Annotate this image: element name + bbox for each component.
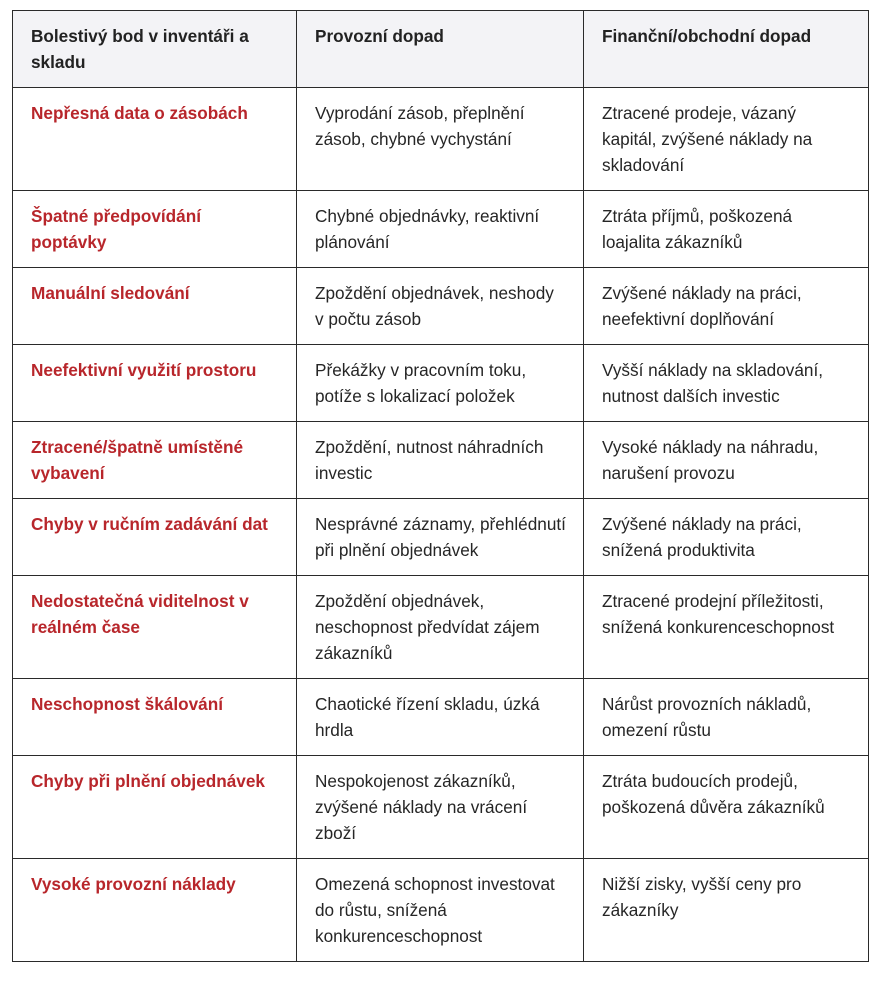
table-row xyxy=(13,576,869,679)
operational-impact-cell: Nesprávné záznamy, přehlédnutí při plnění objednávek xyxy=(297,499,584,576)
operational-impact-cell: Chybné objednávky, reaktivní plánování xyxy=(297,191,584,268)
header-pain-point: Bolestivý bod v inventáři a skladu xyxy=(13,11,297,88)
operational-impact-cell: Zpoždění objednávek, neschopnost předvídat zájem zákazníků xyxy=(297,576,584,679)
table-row xyxy=(13,679,869,756)
table-row xyxy=(13,859,869,962)
table-row xyxy=(13,422,869,499)
pain-point-cell: Špatné předpovídání poptávky xyxy=(13,191,297,268)
financial-impact-cell: Nižší zisky, vyšší ceny pro zákazníky xyxy=(584,859,869,962)
financial-impact-cell: Vysoké náklady na náhradu, narušení provozu xyxy=(584,422,869,499)
table-row xyxy=(13,756,869,859)
pain-point-cell: Ztracené/špatně umístěné vybavení xyxy=(13,422,297,499)
operational-impact-cell: Omezená schopnost investovat do růstu, snížená konkurenceschopnost xyxy=(297,859,584,962)
operational-impact-cell: Nespokojenost zákazníků, zvýšené náklady na vrácení zboží xyxy=(297,756,584,859)
pain-points-table xyxy=(12,10,869,962)
financial-impact-cell: Zvýšené náklady na práci, neefektivní doplňování xyxy=(584,268,869,345)
financial-impact-cell: Zvýšené náklady na práci, snížená produktivita xyxy=(584,499,869,576)
financial-impact-cell: Ztracené prodejní příležitosti, snížená konkurenceschopnost xyxy=(584,576,869,679)
pain-point-cell: Chyby při plnění objednávek xyxy=(13,756,297,859)
financial-impact-cell: Ztracené prodeje, vázaný kapitál, zvýšené náklady na skladování xyxy=(584,88,869,191)
pain-point-cell: Chyby v ručním zadávání dat xyxy=(13,499,297,576)
operational-impact-cell: Zpoždění objednávek, neshody v počtu zásob xyxy=(297,268,584,345)
operational-impact-cell: Vyprodání zásob, přeplnění zásob, chybné vychystání xyxy=(297,88,584,191)
pain-point-cell: Nepřesná data o zásobách xyxy=(13,88,297,191)
header-financial-impact: Finanční/obchodní dopad xyxy=(584,11,869,88)
table-row xyxy=(13,88,869,191)
operational-impact-cell: Zpoždění, nutnost náhradních investic xyxy=(297,422,584,499)
pain-point-cell: Neefektivní využití prostoru xyxy=(13,345,297,422)
operational-impact-cell: Chaotické řízení skladu, úzká hrdla xyxy=(297,679,584,756)
financial-impact-cell: Ztráta budoucích prodejů, poškozená důvěra zákazníků xyxy=(584,756,869,859)
pain-point-cell: Manuální sledování xyxy=(13,268,297,345)
table-header-row xyxy=(13,11,869,88)
operational-impact-cell: Překážky v pracovním toku, potíže s lokalizací položek xyxy=(297,345,584,422)
pain-point-cell: Nedostatečná viditelnost v reálném čase xyxy=(13,576,297,679)
pain-point-cell: Neschopnost škálování xyxy=(13,679,297,756)
financial-impact-cell: Vyšší náklady na skladování, nutnost dalších investic xyxy=(584,345,869,422)
financial-impact-cell: Ztráta příjmů, poškozená loajalita zákazníků xyxy=(584,191,869,268)
table-row xyxy=(13,268,869,345)
table-row xyxy=(13,499,869,576)
financial-impact-cell: Nárůst provozních nákladů, omezení růstu xyxy=(584,679,869,756)
table-row xyxy=(13,191,869,268)
pain-point-cell: Vysoké provozní náklady xyxy=(13,859,297,962)
header-operational-impact: Provozní dopad xyxy=(297,11,584,88)
table-row xyxy=(13,345,869,422)
